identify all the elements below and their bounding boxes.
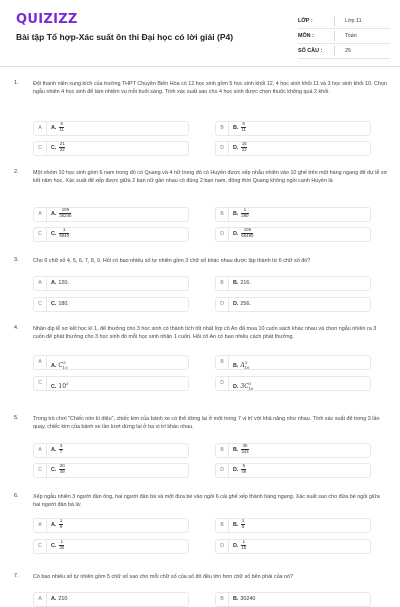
answer-option-d[interactable] bbox=[215, 539, 371, 554]
answer-option-b[interactable] bbox=[215, 355, 371, 370]
option-label: A. bbox=[51, 522, 57, 528]
math-base: A bbox=[240, 362, 245, 369]
meta-label: SỐ CÂU : bbox=[298, 48, 323, 54]
fraction bbox=[241, 444, 248, 454]
option-label: B. bbox=[233, 522, 239, 528]
option-label: D. bbox=[233, 145, 239, 151]
question-text: Trong trò chơi "Chiếc nón kì diệu", chiếc kim của bánh xe có thể dừng lại ở một trong 7 vị trí với khả năng như nhau. Tính xác suất để trong 3 lần quay, chiếc kim của bánh xe lần lượt dừng lại ở ba vị trí khác nhau. bbox=[33, 416, 380, 431]
option-letter-badge: C bbox=[34, 464, 47, 477]
fraction-numerator: 3 bbox=[59, 443, 63, 449]
fraction-denominator: 15 bbox=[241, 545, 247, 551]
question-number: 3. bbox=[14, 257, 19, 263]
option-value bbox=[233, 122, 246, 135]
answer-option-b[interactable] bbox=[215, 121, 371, 136]
fraction bbox=[241, 540, 246, 550]
option-value bbox=[233, 540, 246, 553]
fraction bbox=[241, 464, 246, 474]
math-subscript: 10 bbox=[244, 365, 250, 371]
option-value bbox=[51, 142, 65, 155]
option-value bbox=[233, 277, 251, 290]
fraction bbox=[59, 444, 62, 454]
fraction bbox=[59, 122, 63, 132]
option-letter-badge: C bbox=[34, 228, 47, 241]
option-label: B. bbox=[233, 211, 239, 217]
fraction bbox=[59, 142, 65, 152]
worksheet-title: Bài tập Tổ hợp-Xác suất ôn thi Đại học có lời giải (P4) bbox=[16, 32, 234, 42]
answer-option-d[interactable] bbox=[215, 227, 371, 242]
math-expression bbox=[240, 362, 249, 369]
fraction bbox=[241, 228, 253, 238]
option-value bbox=[233, 208, 249, 221]
option-text: 180. bbox=[58, 301, 69, 307]
option-label: A. bbox=[51, 596, 57, 602]
meta-label: LỚP : bbox=[298, 18, 313, 24]
answer-option-b[interactable] bbox=[215, 443, 371, 458]
option-label: B. bbox=[233, 125, 239, 131]
answer-option-b[interactable] bbox=[215, 518, 371, 533]
option-text: 256. bbox=[240, 301, 251, 307]
option-label: A. bbox=[51, 211, 57, 217]
math-base: 10 bbox=[58, 383, 67, 390]
option-letter-badge: B bbox=[216, 519, 229, 532]
answer-option-c[interactable] bbox=[33, 227, 189, 242]
answer-option-d[interactable] bbox=[215, 141, 371, 156]
fraction bbox=[59, 540, 64, 550]
option-letter-badge: A bbox=[34, 444, 47, 457]
fraction bbox=[59, 228, 69, 238]
answer-option-c[interactable] bbox=[33, 376, 189, 391]
math-superscript: 3 bbox=[63, 360, 66, 365]
option-label: C. bbox=[51, 467, 57, 473]
answer-option-c[interactable] bbox=[33, 463, 189, 478]
fraction-numerator: 1 bbox=[241, 208, 248, 214]
fraction-numerator: 21 bbox=[59, 141, 65, 147]
option-value bbox=[51, 208, 71, 221]
fraction-denominator: 11 bbox=[59, 127, 64, 133]
option-value bbox=[51, 356, 68, 369]
option-letter-badge: A bbox=[34, 122, 47, 135]
question-number: 5. bbox=[14, 415, 19, 421]
fraction-denominator: 5040 bbox=[59, 233, 69, 239]
fraction bbox=[241, 208, 248, 218]
fraction-denominator: 49 bbox=[59, 469, 65, 475]
option-value bbox=[233, 298, 251, 311]
option-letter-badge: A bbox=[34, 593, 47, 606]
fraction-denominator: 49 bbox=[241, 469, 247, 475]
option-label: C. bbox=[51, 543, 57, 549]
option-letter-badge: B bbox=[216, 356, 229, 369]
option-label: D. bbox=[233, 231, 239, 237]
option-value bbox=[233, 142, 247, 155]
option-label: B. bbox=[233, 363, 239, 369]
question-number: 6. bbox=[14, 493, 19, 499]
question-number: 7. bbox=[14, 573, 19, 579]
meta-divider bbox=[334, 31, 335, 41]
answer-option-d[interactable] bbox=[215, 376, 371, 391]
option-label: A. bbox=[51, 125, 57, 131]
option-label: C. bbox=[51, 145, 57, 151]
meta-row-class bbox=[298, 14, 390, 29]
answer-option-a[interactable] bbox=[33, 355, 189, 370]
option-value bbox=[51, 228, 69, 241]
option-letter-badge: A bbox=[34, 277, 47, 290]
math-expression bbox=[240, 383, 253, 390]
option-letter-badge: D bbox=[216, 464, 229, 477]
fraction-denominator: 60480 bbox=[241, 233, 254, 239]
meta-divider bbox=[334, 46, 335, 56]
fraction bbox=[59, 464, 65, 474]
answer-option-c[interactable] bbox=[33, 297, 189, 312]
option-value bbox=[51, 298, 69, 311]
option-letter-badge: D bbox=[216, 142, 229, 155]
math-subscript: 10 bbox=[62, 365, 68, 371]
answer-option-a[interactable] bbox=[33, 518, 189, 533]
answer-option-b[interactable] bbox=[215, 276, 371, 291]
option-label: A. bbox=[51, 363, 57, 369]
fraction-numerator: 1 bbox=[241, 518, 245, 524]
answer-option-d[interactable] bbox=[215, 297, 371, 312]
option-label: C. bbox=[51, 231, 57, 237]
answer-option-c[interactable] bbox=[33, 141, 189, 156]
fraction-numerator: 30 bbox=[242, 443, 248, 449]
question-text: Xếp ngẫu nhiên 3 người đàn ông, hai người đàn bà và một đứa bé vào ngồi 6 cái ghế xếp thành hàng ngang. Xác suất sao cho đứa bé ngồi giữa hai người đàn bà là: bbox=[33, 494, 380, 509]
math-superscript: 3 bbox=[248, 381, 252, 386]
meta-value: 25 bbox=[345, 48, 351, 54]
math-base: C bbox=[58, 362, 63, 369]
answer-option-a[interactable] bbox=[33, 207, 189, 222]
option-label: A. bbox=[51, 447, 57, 453]
fraction-denominator: 343 bbox=[241, 449, 249, 455]
question-text: Có bao nhiêu số tự nhiên gồm 5 chữ số sao cho mỗi chữ số của số đó đều lớn hơn chữ số bên phải của nó? bbox=[33, 574, 294, 580]
fraction-denominator: 22 bbox=[59, 147, 65, 153]
question-number: 2. bbox=[14, 169, 19, 175]
option-label: D. bbox=[233, 467, 239, 473]
option-value bbox=[51, 122, 64, 135]
fraction bbox=[59, 208, 71, 218]
option-value bbox=[51, 464, 65, 477]
fraction-denominator: 6 bbox=[59, 524, 63, 530]
math-subscript: 10 bbox=[248, 386, 254, 392]
option-value bbox=[51, 540, 64, 553]
meta-row-count bbox=[298, 44, 390, 59]
option-letter-badge: C bbox=[34, 298, 47, 311]
fraction-numerator: 1 bbox=[242, 539, 245, 545]
option-letter-badge: C bbox=[34, 377, 47, 390]
option-letter-badge: D bbox=[216, 540, 229, 553]
option-label: B. bbox=[233, 280, 239, 286]
meta-table bbox=[298, 14, 390, 59]
meta-row-subject bbox=[298, 29, 390, 44]
fraction-denominator: 7 bbox=[59, 449, 63, 455]
option-letter-badge: B bbox=[216, 122, 229, 135]
fraction-numerator: 1 bbox=[59, 518, 63, 524]
option-label: D. bbox=[233, 301, 239, 307]
fraction-numerator: 6 bbox=[242, 121, 245, 127]
option-letter-badge: C bbox=[34, 142, 47, 155]
math-superscript: 3 bbox=[244, 360, 248, 365]
fraction bbox=[241, 122, 245, 132]
option-letter-badge: D bbox=[216, 377, 229, 390]
option-label: B. bbox=[233, 596, 239, 602]
option-value bbox=[233, 444, 249, 457]
fraction bbox=[59, 519, 62, 529]
question-number: 4. bbox=[14, 325, 19, 331]
answer-option-b[interactable] bbox=[215, 207, 371, 222]
meta-divider bbox=[334, 16, 335, 26]
fraction bbox=[241, 519, 244, 529]
answer-option-a[interactable] bbox=[33, 121, 189, 136]
fraction-denominator: 30 bbox=[59, 545, 65, 551]
question-text: Cho 6 chữ số 4, 5, 6, 7, 8, 9. Hỏi có bao nhiêu số tự nhiên gồm 3 chữ số khác nhau được lập thành từ 6 chữ số đó? bbox=[33, 258, 311, 264]
option-letter-badge: B bbox=[216, 444, 229, 457]
option-value bbox=[51, 519, 63, 532]
fraction-numerator: 15 bbox=[241, 141, 247, 147]
meta-label: MÔN : bbox=[298, 33, 314, 39]
fraction-numerator: 5 bbox=[242, 463, 245, 469]
option-letter-badge: A bbox=[34, 208, 47, 221]
option-value bbox=[51, 377, 69, 390]
option-value bbox=[233, 519, 245, 532]
option-letter-badge: B bbox=[216, 277, 229, 290]
question-text: Đội thanh niên xung kích của trường THPT Chuyên Biên Hòa có 12 học sinh gồm 5 học sinh khối 12, 4 học sinh khối 11 và 3 học sinh khối 10. Chọn ngẫu nhiên 4 học sinh để làm nhiệm vụ mỗi buổi sáng. Tính xác suất sao cho 4 học sinh được chọn thuộc không quá 2 khối. bbox=[33, 81, 387, 96]
fraction-denominator: 11 bbox=[241, 127, 246, 133]
option-text: 30240 bbox=[240, 596, 256, 602]
fraction-numerator: 30 bbox=[59, 463, 65, 469]
question-text: Một nhóm 10 học sinh gồm 6 nam trong đó có Quang và 4 nữ trong đó có Huyền được xếp nhẫu nhiên vào 10 ghế trên một hàng ngang để dự lễ sơ kết năm học. Xác suất để xếp được giữa 2 bạn nữ gần nhau có đúng 2 bạn nam, đồng thời Quang không ngồi cạnh Huyền là bbox=[33, 170, 388, 185]
option-value bbox=[233, 356, 249, 369]
fraction-numerator: 1 bbox=[60, 539, 63, 545]
math-base: C bbox=[244, 383, 249, 390]
option-letter-badge: D bbox=[216, 298, 229, 311]
option-value bbox=[51, 444, 63, 457]
quizizz-logo[interactable]: QUIZIZZ bbox=[16, 12, 78, 27]
option-text: 216. bbox=[240, 280, 251, 286]
option-letter-badge: A bbox=[34, 356, 47, 369]
option-label: A. bbox=[51, 280, 57, 286]
header-divider bbox=[0, 66, 400, 67]
option-letter-badge: C bbox=[34, 540, 47, 553]
question-text: Nhân dịp lễ sơ kết học kì 1, để thưởng cho 3 học sinh có thành tích tốt nhất lớp cô An đã mua 10 cuốn sách khác nhau và chọn ngẫu nhiên ra 3 cuốn để phát thưởng cho 3 học sinh đó mỗi học sinh nhận 1 cuốn. Hỏi cô An có bao nhiêu cách phát thưởng. bbox=[33, 326, 377, 341]
option-value bbox=[51, 277, 69, 290]
option-label: D. bbox=[233, 384, 239, 390]
fraction-numerator: 5 bbox=[60, 121, 63, 127]
math-superscript: 3 bbox=[66, 381, 69, 386]
header bbox=[0, 0, 400, 68]
meta-value: Toán bbox=[345, 33, 357, 39]
answer-option-d[interactable] bbox=[215, 463, 371, 478]
fraction-denominator: 22 bbox=[241, 147, 247, 153]
meta-value: Lớp 11 bbox=[345, 18, 362, 24]
option-value bbox=[233, 377, 253, 390]
option-label: C. bbox=[51, 384, 57, 390]
option-letter-badge: B bbox=[216, 593, 229, 606]
option-label: D. bbox=[233, 543, 239, 549]
option-text: 210 bbox=[58, 596, 68, 602]
answer-option-a[interactable] bbox=[33, 276, 189, 291]
math-expression bbox=[58, 362, 67, 369]
fraction-denominator: 5 bbox=[241, 524, 245, 530]
fraction-denominator: 280 bbox=[241, 213, 249, 219]
option-letter-badge: B bbox=[216, 208, 229, 221]
fraction bbox=[241, 142, 247, 152]
answer-option-a[interactable] bbox=[33, 443, 189, 458]
question-number: 1. bbox=[14, 80, 19, 86]
fraction-denominator: 30240 bbox=[59, 213, 72, 219]
option-label: B. bbox=[233, 447, 239, 453]
answer-option-c[interactable] bbox=[33, 539, 189, 554]
math-expression bbox=[58, 383, 68, 390]
math-coefficient: 3 bbox=[240, 383, 245, 390]
option-label: C. bbox=[51, 301, 57, 307]
option-value bbox=[233, 464, 246, 477]
option-letter-badge: A bbox=[34, 519, 47, 532]
fraction-numerator: 1 bbox=[59, 228, 69, 234]
fraction-numerator: 109 bbox=[59, 208, 71, 214]
option-value bbox=[233, 228, 253, 241]
option-letter-badge: D bbox=[216, 228, 229, 241]
fraction-numerator: 109 bbox=[241, 228, 253, 234]
option-text: 120. bbox=[58, 280, 69, 286]
